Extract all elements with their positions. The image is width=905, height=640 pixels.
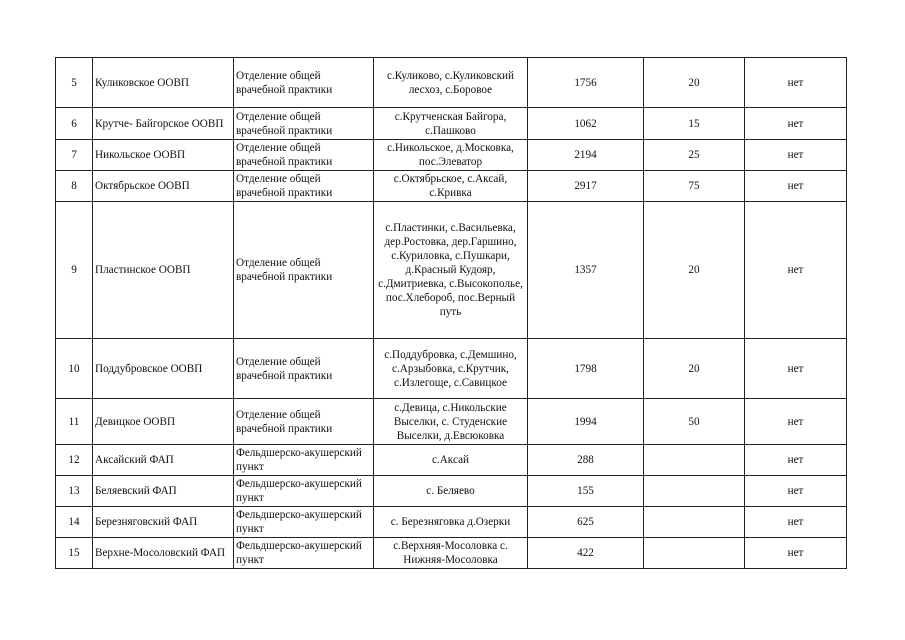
note-value: нет: [745, 140, 847, 171]
service-area: с.Аксай: [374, 445, 528, 476]
note-value: нет: [745, 171, 847, 202]
capacity-value: [644, 476, 745, 507]
capacity-value: 50: [644, 399, 745, 445]
table-row: [56, 399, 847, 445]
facility-type: Фельдшерско-акушерский пункт: [234, 538, 374, 569]
note-value: нет: [745, 339, 847, 399]
row-number: 15: [56, 538, 93, 569]
population-count: 625: [528, 507, 644, 538]
table-row: [56, 171, 847, 202]
table-row: [56, 445, 847, 476]
service-area: с.Пластинки, с.Васильевка, дер.Ростовка, дер.Гаршино, с.Куриловка, с.Пушкари, д.Красный Кудояр, с.Дмитриевка, с.Высокополье, пос.Хлебороб, пос.Верный путь: [374, 202, 528, 339]
facility-type: Фельдшерско-акушерский пункт: [234, 507, 374, 538]
row-number: 14: [56, 507, 93, 538]
facility-type: Отделение общей врачебной практики: [234, 339, 374, 399]
facility-name: Березняговский ФАП: [93, 507, 234, 538]
row-number: 9: [56, 202, 93, 339]
population-count: 422: [528, 538, 644, 569]
facility-name: Крутче- Байгорское ООВП: [93, 108, 234, 140]
capacity-value: [644, 507, 745, 538]
population-count: 1357: [528, 202, 644, 339]
facility-name: Куликовское ООВП: [93, 58, 234, 108]
table-row: [56, 140, 847, 171]
table-row: [56, 476, 847, 507]
service-area: с.Крутченская Байгора, с.Пашково: [374, 108, 528, 140]
capacity-value: 20: [644, 202, 745, 339]
row-number: 10: [56, 339, 93, 399]
capacity-value: 20: [644, 339, 745, 399]
table-row: [56, 507, 847, 538]
facility-name: Пластинское ООВП: [93, 202, 234, 339]
capacity-value: 15: [644, 108, 745, 140]
table-row: [56, 58, 847, 108]
row-number: 12: [56, 445, 93, 476]
service-area: с.Октябрьское, с.Аксай, с.Кривка: [374, 171, 528, 202]
population-count: 1994: [528, 399, 644, 445]
population-count: 288: [528, 445, 644, 476]
population-count: 155: [528, 476, 644, 507]
facility-name: Октябрьское ООВП: [93, 171, 234, 202]
population-count: 2194: [528, 140, 644, 171]
capacity-value: 75: [644, 171, 745, 202]
facility-type: Отделение общей врачебной практики: [234, 171, 374, 202]
note-value: нет: [745, 399, 847, 445]
population-count: 1062: [528, 108, 644, 140]
service-area: с.Куликово, с.Куликовский лесхоз, с.Боровое: [374, 58, 528, 108]
facility-name: Аксайский ФАП: [93, 445, 234, 476]
note-value: нет: [745, 108, 847, 140]
facility-name: Никольское ООВП: [93, 140, 234, 171]
table-row: [56, 202, 847, 339]
row-number: 6: [56, 108, 93, 140]
service-area: с.Верхняя-Мосоловка с. Нижняя-Мосоловка: [374, 538, 528, 569]
facility-type: Фельдшерско-акушерский пункт: [234, 445, 374, 476]
note-value: нет: [745, 58, 847, 108]
facility-type: Отделение общей врачебной практики: [234, 399, 374, 445]
population-count: 2917: [528, 171, 644, 202]
note-value: нет: [745, 538, 847, 569]
facility-type: Отделение общей врачебной практики: [234, 140, 374, 171]
capacity-value: [644, 445, 745, 476]
facility-name: Беляевский ФАП: [93, 476, 234, 507]
table-body: [56, 58, 847, 569]
service-area: с. Березняговка д.Озерки: [374, 507, 528, 538]
note-value: нет: [745, 445, 847, 476]
service-area: с.Девица, с.Никольские Выселки, с. Студенские Выселки, д.Евсюковка: [374, 399, 528, 445]
note-value: нет: [745, 507, 847, 538]
row-number: 7: [56, 140, 93, 171]
table-row: [56, 538, 847, 569]
row-number: 5: [56, 58, 93, 108]
service-area: с.Поддубровка, с.Демшино, с.Арзыбовка, с.Крутчик, с.Излегоще, с.Савицкое: [374, 339, 528, 399]
facility-type: Отделение общей врачебной практики: [234, 58, 374, 108]
facility-type: Отделение общей врачебной практики: [234, 202, 374, 339]
population-count: 1798: [528, 339, 644, 399]
facility-name: Поддубровское ООВП: [93, 339, 234, 399]
service-area: с.Никольское, д.Московка, пос.Элеватор: [374, 140, 528, 171]
facility-name: Девицкое ООВП: [93, 399, 234, 445]
table-row: [56, 108, 847, 140]
facilities-table: [55, 57, 847, 569]
row-number: 11: [56, 399, 93, 445]
capacity-value: 20: [644, 58, 745, 108]
service-area: с. Беляево: [374, 476, 528, 507]
row-number: 13: [56, 476, 93, 507]
population-count: 1756: [528, 58, 644, 108]
capacity-value: [644, 538, 745, 569]
capacity-value: 25: [644, 140, 745, 171]
table-row: [56, 339, 847, 399]
facility-type: Фельдшерско-акушерский пункт: [234, 476, 374, 507]
facility-name: Верхне-Мосоловский ФАП: [93, 538, 234, 569]
note-value: нет: [745, 202, 847, 339]
facility-type: Отделение общей врачебной практики: [234, 108, 374, 140]
row-number: 8: [56, 171, 93, 202]
note-value: нет: [745, 476, 847, 507]
